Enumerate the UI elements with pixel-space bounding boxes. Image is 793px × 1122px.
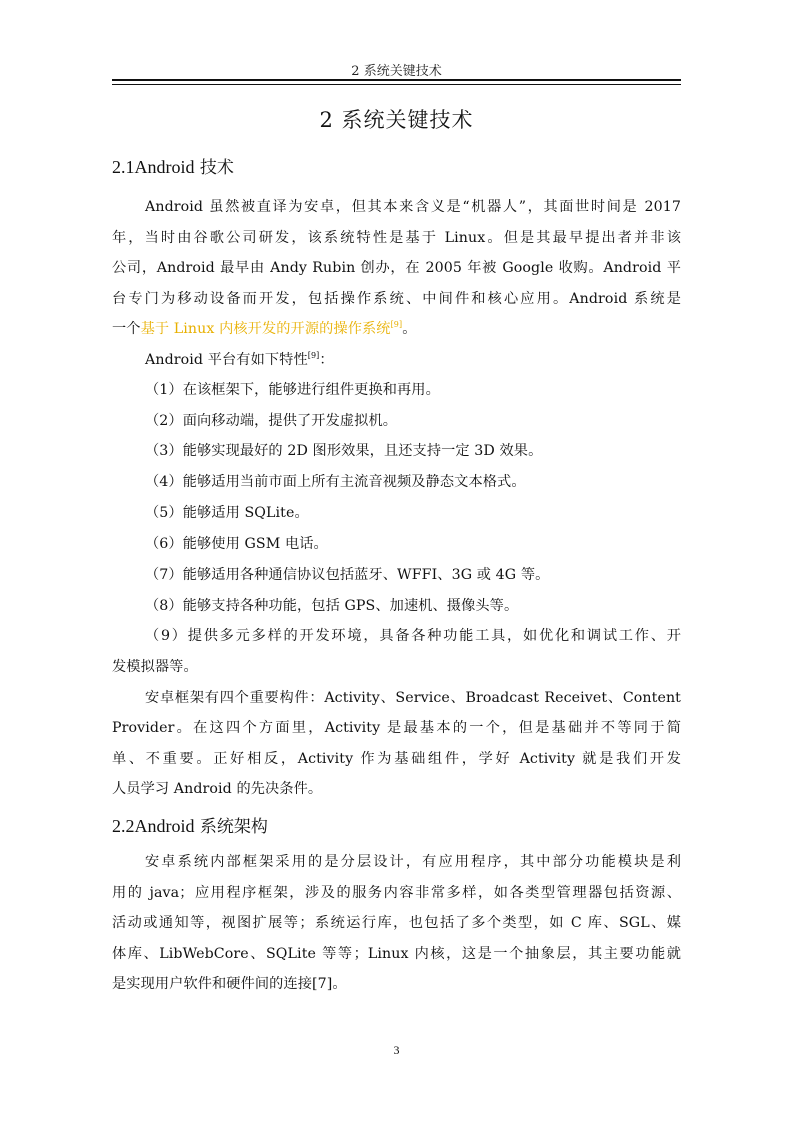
paragraph-line: 体库、LibWebCore、SQLite 等等；Linux 内核，这是一个抽象层，其主要功能就 (112, 946, 681, 962)
paragraph-line: 是实现用户软件和硬件间的连接[7]。 (112, 976, 347, 992)
chapter-title: 2 系统关键技术 (319, 108, 474, 132)
paragraph-line: 安卓系统内部框架采用的是分层设计，有应用程序，其中部分功能模块是利 (145, 854, 681, 870)
header-rule-thin (112, 84, 681, 85)
list-item: （1）在该框架下，能够进行组件更换和再用。 (145, 382, 440, 398)
list-item: （6）能够使用 GSM 电话。 (145, 536, 328, 552)
paragraph-line: 人员学习 Android 的先决条件。 (112, 781, 323, 797)
list-item: （5）能够适用 SQLite。 (145, 505, 309, 521)
list-item: （9）提供多元多样的开发环境，具备各种功能工具，如优化和调试工作、开 (145, 628, 681, 644)
paragraph-line: 单、不重要。正好相反，Activity 作为基础组件，学好 Activity 就是我们开发 (112, 751, 681, 767)
section-title-2-1 (112, 153, 234, 178)
section-heading-text: 系统架构 (194, 817, 268, 837)
list-item: （4）能够适用当前市面上所有主流音视频及静态文本格式。 (145, 474, 526, 490)
paragraph-line: 公司，Android 最早由 Andy Rubin 创办，在 2005 年被 Google 收购。Android 平 (112, 260, 681, 276)
paragraph-line: Android 虽然被直译为安卓，但其本来含义是“机器人”，其面世时间是 2017 (145, 199, 681, 215)
highlighted-citation-text: 基于 Linux 内核开发的开源的操作系统 (140, 321, 391, 337)
paragraph-line: 年，当时由谷歌公司研发，该系统特性是基于 Linux。但是其最早提出者并非该 (112, 230, 681, 246)
page-number: 3 (393, 1043, 400, 1057)
paragraph-line (112, 319, 681, 339)
section-number: 2.2Android (112, 816, 195, 836)
paragraph-line (145, 350, 681, 370)
text-span: 一个 (112, 321, 141, 337)
header-rule-thick (112, 79, 681, 81)
paragraph-line: Provider。在这四个方面里，Activity 是最基本的一个，但是基础并不等同于简 (112, 720, 681, 736)
list-item: （3）能够实现最好的 2D 图形效果，且还支持一定 3D 效果。 (145, 443, 543, 459)
list-item: （8）能够支持各种功能，包括 GPS、加速机、摄像头等。 (145, 598, 519, 614)
list-item: （7）能够适用各种通信协议包括蓝牙、WFFI、3G 或 4G 等。 (145, 567, 550, 583)
paragraph-line: 用的 java；应用程序框架，涉及的服务内容非常多样，如各类型管理器包括资源、 (112, 885, 681, 901)
list-item-continued: 发模拟器等。 (112, 659, 198, 675)
section-title-2-2 (112, 812, 268, 837)
running-header: 2 系统关键技术 (351, 64, 442, 79)
section-heading-text: 技术 (194, 158, 234, 178)
list-item: （2）面向移动端，提供了开发虚拟机。 (145, 413, 398, 429)
text-span: Android 平台有如下特性 (145, 352, 308, 368)
paragraph-line: 安卓框架有四个重要构件：Activity、Service、Broadcast Receivet、Content (145, 690, 681, 706)
citation-marker: [9] (390, 320, 403, 329)
text-span: ： (319, 352, 334, 368)
section-number: 2.1Android (112, 157, 195, 177)
paragraph-line: 台专门为移动设备而开发，包括操作系统、中间件和核心应用。Android 系统是 (112, 291, 681, 307)
text-span: 。 (402, 321, 417, 337)
paragraph-line: 活动或通知等，视图扩展等；系统运行库，也包括了多个类型，如 C 库、SGL、媒 (112, 915, 681, 931)
citation-marker: [9] (307, 351, 320, 360)
